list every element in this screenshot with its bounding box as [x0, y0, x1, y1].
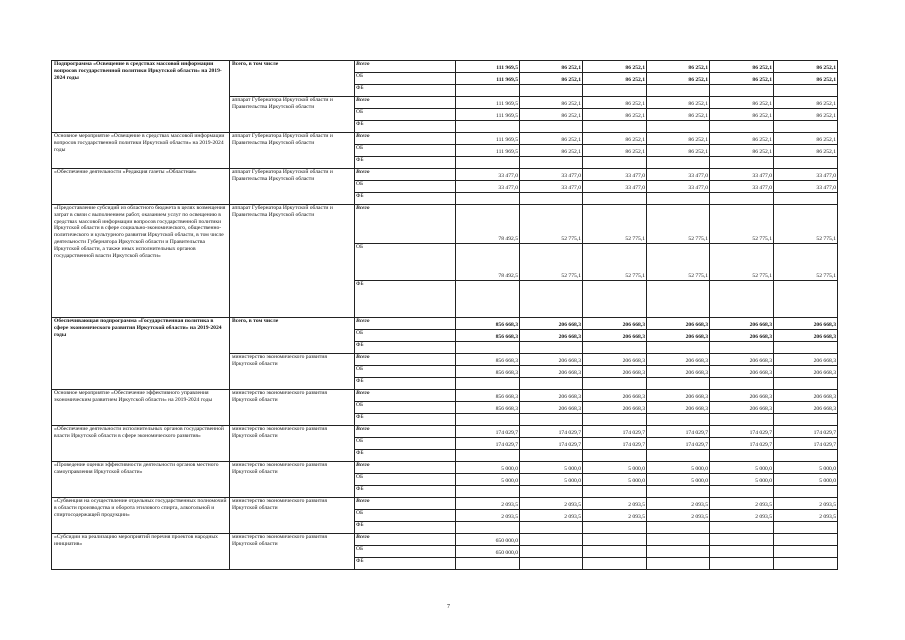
funding-source-cell: ОБ	[355, 109, 456, 121]
amount-cell: 206 668,3	[647, 366, 710, 378]
funding-source-cell: Всего	[355, 498, 456, 510]
amount-cell	[583, 450, 647, 462]
amount-cell: 86 252,1	[710, 109, 774, 121]
amount-cell	[520, 486, 583, 498]
amount-cell: 86 252,1	[520, 97, 583, 109]
amount-cell	[520, 558, 583, 570]
amount-cell: 206 668,3	[583, 390, 647, 402]
amount-cell: 206 668,3	[583, 318, 647, 330]
amount-cell	[583, 558, 647, 570]
amount-cell: 86 252,1	[583, 73, 647, 85]
amount-cell: 206 668,3	[520, 366, 583, 378]
amount-cell	[774, 85, 838, 97]
funding-source-cell: Всего	[355, 97, 456, 109]
amount-cell: 33 477,0	[774, 169, 838, 181]
amount-cell: 86 252,1	[647, 73, 710, 85]
amount-cell: 174 029,7	[520, 438, 583, 450]
amount-cell: 86 252,1	[583, 61, 647, 73]
amount-cell: 111 969,5	[456, 145, 520, 157]
amount-cell	[647, 85, 710, 97]
amount-cell	[520, 414, 583, 426]
amount-cell	[520, 193, 583, 205]
amount-cell: 86 252,1	[647, 109, 710, 121]
amount-cell	[456, 121, 520, 133]
amount-cell: 206 668,3	[774, 366, 838, 378]
amount-cell	[456, 522, 520, 534]
amount-cell: 86 252,1	[520, 61, 583, 73]
amount-cell: 856 668,3	[456, 366, 520, 378]
amount-cell: 856 668,3	[456, 318, 520, 330]
amount-cell: 86 252,1	[774, 61, 838, 73]
table-row	[52, 534, 838, 546]
amount-cell: 2 093,5	[456, 498, 520, 510]
executor-cell: министерство экономического развития Иркутской области	[230, 534, 355, 570]
amount-cell	[774, 558, 838, 570]
funding-source-cell: ФБ	[355, 414, 456, 426]
amount-cell: 52 775,1	[647, 205, 710, 244]
amount-cell: 5 000,0	[774, 462, 838, 474]
amount-cell	[456, 378, 520, 390]
amount-cell	[710, 546, 774, 558]
amount-cell: 856 668,3	[456, 330, 520, 342]
amount-cell: 2 093,5	[583, 510, 647, 522]
amount-cell: 33 477,0	[774, 181, 838, 193]
amount-cell: 856 668,3	[456, 390, 520, 402]
amount-cell	[456, 281, 520, 318]
funding-source-cell: ФБ	[355, 342, 456, 354]
amount-cell: 86 252,1	[774, 145, 838, 157]
funding-source-cell: ОБ	[355, 546, 456, 558]
funding-source-cell: ФБ	[355, 121, 456, 133]
amount-cell: 86 252,1	[647, 145, 710, 157]
amount-cell: 206 668,3	[647, 390, 710, 402]
amount-cell	[456, 558, 520, 570]
amount-cell	[647, 157, 710, 169]
amount-cell	[774, 534, 838, 546]
activity-name-cell: Обеспечивающая подпрограмма «Государственная политика в сфере экономического развития Иркутской области» на 2019-2024 годы	[52, 318, 230, 390]
amount-cell: 5 000,0	[647, 474, 710, 486]
amount-cell: 52 775,1	[583, 205, 647, 244]
amount-cell: 52 775,1	[774, 244, 838, 281]
activity-name-cell: Основное мероприятие «Обеспечение эффективного управления экономическим развитием Иркутской области» на 2019-2024 годы	[52, 390, 230, 426]
amount-cell: 33 477,0	[583, 181, 647, 193]
table-row	[52, 426, 838, 438]
amount-cell	[774, 281, 838, 318]
amount-cell	[647, 558, 710, 570]
amount-cell: 33 477,0	[647, 169, 710, 181]
amount-cell: 206 668,3	[583, 402, 647, 414]
amount-cell	[710, 342, 774, 354]
amount-cell	[583, 121, 647, 133]
amount-cell	[710, 85, 774, 97]
executor-cell: Всего, в том числе	[230, 318, 355, 354]
amount-cell	[710, 121, 774, 133]
amount-cell	[774, 414, 838, 426]
amount-cell: 2 093,5	[583, 498, 647, 510]
amount-cell: 206 668,3	[647, 330, 710, 342]
amount-cell: 2 093,5	[710, 510, 774, 522]
amount-cell: 78 492,5	[456, 244, 520, 281]
amount-cell: 111 969,5	[456, 109, 520, 121]
amount-cell	[583, 157, 647, 169]
activity-name-cell: «Проведение оценки эффективности деятельности органов местного самоуправления Иркутской области»	[52, 462, 230, 498]
amount-cell	[710, 558, 774, 570]
amount-cell: 86 252,1	[520, 145, 583, 157]
amount-cell	[520, 378, 583, 390]
amount-cell: 52 775,1	[520, 244, 583, 281]
amount-cell: 174 029,7	[456, 438, 520, 450]
amount-cell: 52 775,1	[520, 205, 583, 244]
funding-source-cell: ФБ	[355, 157, 456, 169]
amount-cell: 5 000,0	[456, 474, 520, 486]
table-row	[52, 61, 838, 73]
funding-source-cell: ОБ	[355, 402, 456, 414]
amount-cell	[710, 281, 774, 318]
amount-cell: 206 668,3	[774, 402, 838, 414]
amount-cell	[583, 193, 647, 205]
amount-cell: 86 252,1	[583, 97, 647, 109]
amount-cell: 2 093,5	[520, 498, 583, 510]
funding-source-cell: ФБ	[355, 281, 456, 318]
amount-cell	[774, 486, 838, 498]
amount-cell: 650 000,0	[456, 546, 520, 558]
amount-cell	[647, 450, 710, 462]
amount-cell: 86 252,1	[583, 133, 647, 145]
amount-cell: 206 668,3	[774, 354, 838, 366]
amount-cell: 174 029,7	[647, 426, 710, 438]
amount-cell: 2 093,5	[456, 510, 520, 522]
amount-cell	[710, 522, 774, 534]
amount-cell	[520, 157, 583, 169]
amount-cell	[774, 157, 838, 169]
amount-cell	[456, 486, 520, 498]
executor-cell: аппарат Губернатора Иркутской области и Правительства Иркутской области	[230, 205, 355, 318]
amount-cell	[647, 534, 710, 546]
amount-cell: 5 000,0	[647, 462, 710, 474]
amount-cell: 206 668,3	[774, 330, 838, 342]
funding-source-cell: ОБ	[355, 244, 456, 281]
amount-cell: 206 668,3	[774, 390, 838, 402]
amount-cell: 206 668,3	[520, 402, 583, 414]
funding-source-cell: ФБ	[355, 450, 456, 462]
amount-cell: 52 775,1	[710, 205, 774, 244]
amount-cell	[456, 450, 520, 462]
amount-cell: 33 477,0	[456, 169, 520, 181]
executor-cell: министерство экономического развития Иркутской области	[230, 498, 355, 534]
amount-cell	[583, 486, 647, 498]
amount-cell	[710, 378, 774, 390]
amount-cell: 86 252,1	[583, 145, 647, 157]
funding-source-cell: Всего	[355, 462, 456, 474]
amount-cell: 5 000,0	[774, 474, 838, 486]
activity-name-cell: «Обеспечение деятельности «Редакция газеты «Областная»	[52, 169, 230, 205]
amount-cell: 5 000,0	[710, 462, 774, 474]
amount-cell: 78 492,5	[456, 205, 520, 244]
amount-cell	[647, 522, 710, 534]
funding-source-cell: ОБ	[355, 510, 456, 522]
table-row	[52, 205, 838, 244]
amount-cell: 111 969,5	[456, 97, 520, 109]
amount-cell	[456, 157, 520, 169]
amount-cell: 2 093,5	[774, 510, 838, 522]
amount-cell: 206 668,3	[774, 318, 838, 330]
amount-cell: 206 668,3	[520, 330, 583, 342]
amount-cell: 2 093,5	[774, 498, 838, 510]
amount-cell: 86 252,1	[774, 133, 838, 145]
amount-cell: 86 252,1	[710, 133, 774, 145]
amount-cell	[774, 522, 838, 534]
budget-table	[51, 60, 838, 570]
executor-cell: министерство экономического развития Иркутской области	[230, 354, 355, 390]
amount-cell	[710, 157, 774, 169]
amount-cell: 174 029,7	[583, 426, 647, 438]
amount-cell: 206 668,3	[710, 330, 774, 342]
amount-cell: 86 252,1	[647, 97, 710, 109]
amount-cell	[583, 85, 647, 97]
funding-source-cell: ФБ	[355, 522, 456, 534]
table-body	[52, 61, 838, 570]
amount-cell	[456, 193, 520, 205]
amount-cell: 33 477,0	[710, 181, 774, 193]
amount-cell	[647, 378, 710, 390]
activity-name-cell: «Предоставление субсидий из областного бюджета в целях возмещения затрат в связи с выполнением работ, оказанием услуг по освещению в средствах массовой информации вопросов государственной политики Иркутской области в сфере социально-экономического, общественно-политического и культурного развития Иркутской области, в том числе деятельности Губернатора Иркутской области и Правительства Иркутской области, а также иных исполнительных органов государственной власти Иркутской области»	[52, 205, 230, 318]
amount-cell	[774, 546, 838, 558]
amount-cell	[583, 378, 647, 390]
funding-source-cell: Всего	[355, 133, 456, 145]
amount-cell	[647, 342, 710, 354]
amount-cell: 86 252,1	[583, 109, 647, 121]
amount-cell: 5 000,0	[583, 474, 647, 486]
funding-source-cell: ОБ	[355, 330, 456, 342]
executor-cell: аппарат Губернатора Иркутской области и Правительства Иркутской области	[230, 169, 355, 205]
amount-cell	[710, 450, 774, 462]
amount-cell: 33 477,0	[647, 181, 710, 193]
amount-cell: 33 477,0	[520, 181, 583, 193]
funding-source-cell: ОБ	[355, 474, 456, 486]
amount-cell: 111 969,5	[456, 133, 520, 145]
table-row	[52, 169, 838, 181]
page-number: 7	[447, 604, 450, 610]
amount-cell	[520, 450, 583, 462]
amount-cell	[774, 378, 838, 390]
amount-cell	[520, 522, 583, 534]
amount-cell: 650 000,0	[456, 534, 520, 546]
amount-cell: 2 093,5	[520, 510, 583, 522]
amount-cell: 86 252,1	[774, 109, 838, 121]
amount-cell: 86 252,1	[710, 97, 774, 109]
amount-cell: 174 029,7	[647, 438, 710, 450]
funding-source-cell: ФБ	[355, 558, 456, 570]
executor-cell: министерство экономического развития Иркутской области	[230, 390, 355, 426]
amount-cell: 86 252,1	[520, 73, 583, 85]
amount-cell: 86 252,1	[710, 61, 774, 73]
amount-cell	[520, 281, 583, 318]
amount-cell	[583, 414, 647, 426]
amount-cell: 174 029,7	[710, 426, 774, 438]
amount-cell: 86 252,1	[774, 97, 838, 109]
amount-cell: 206 668,3	[647, 354, 710, 366]
funding-source-cell: Всего	[355, 318, 456, 330]
amount-cell: 33 477,0	[520, 169, 583, 181]
amount-cell: 206 668,3	[520, 390, 583, 402]
funding-source-cell: ФБ	[355, 486, 456, 498]
funding-source-cell: Всего	[355, 426, 456, 438]
amount-cell: 5 000,0	[710, 474, 774, 486]
amount-cell: 206 668,3	[583, 354, 647, 366]
amount-cell: 174 029,7	[520, 426, 583, 438]
amount-cell: 52 775,1	[647, 244, 710, 281]
executor-cell: министерство экономического развития Иркутской области	[230, 426, 355, 462]
amount-cell: 52 775,1	[774, 205, 838, 244]
activity-name-cell: «Субвенция на осуществление отдельных государственных полномочий в области производства и оборота этилового спирта, алкогольной и спиртосодержащей продукции»	[52, 498, 230, 534]
amount-cell: 5 000,0	[456, 462, 520, 474]
table-row	[52, 318, 838, 330]
amount-cell	[583, 534, 647, 546]
amount-cell: 86 252,1	[647, 61, 710, 73]
funding-source-cell: ФБ	[355, 85, 456, 97]
amount-cell	[583, 342, 647, 354]
amount-cell	[710, 534, 774, 546]
amount-cell: 174 029,7	[710, 438, 774, 450]
amount-cell: 86 252,1	[774, 73, 838, 85]
amount-cell: 206 668,3	[583, 330, 647, 342]
amount-cell: 206 668,3	[520, 318, 583, 330]
amount-cell	[647, 193, 710, 205]
amount-cell	[647, 414, 710, 426]
amount-cell: 174 029,7	[583, 438, 647, 450]
amount-cell: 52 775,1	[583, 244, 647, 281]
amount-cell	[520, 121, 583, 133]
amount-cell	[710, 193, 774, 205]
amount-cell: 52 775,1	[710, 244, 774, 281]
executor-cell: Всего, в том числе	[230, 61, 355, 97]
funding-source-cell: ОБ	[355, 181, 456, 193]
amount-cell: 111 969,5	[456, 73, 520, 85]
funding-source-cell: ОБ	[355, 366, 456, 378]
funding-source-cell: Всего	[355, 61, 456, 73]
amount-cell: 206 668,3	[647, 402, 710, 414]
funding-source-cell: Всего	[355, 169, 456, 181]
amount-cell: 86 252,1	[520, 133, 583, 145]
amount-cell: 2 093,5	[647, 498, 710, 510]
amount-cell: 174 029,7	[774, 426, 838, 438]
table-row	[52, 462, 838, 474]
amount-cell	[774, 121, 838, 133]
amount-cell	[520, 534, 583, 546]
activity-name-cell: «Субсидии на реализацию мероприятий перечня проектов народных инициатив»	[52, 534, 230, 570]
amount-cell: 33 477,0	[583, 169, 647, 181]
amount-cell: 5 000,0	[583, 462, 647, 474]
amount-cell	[647, 121, 710, 133]
executor-cell: аппарат Губернатора Иркутской области и Правительства Иркутской области	[230, 133, 355, 169]
amount-cell: 174 029,7	[456, 426, 520, 438]
amount-cell: 86 252,1	[710, 145, 774, 157]
amount-cell	[520, 546, 583, 558]
amount-cell: 33 477,0	[456, 181, 520, 193]
amount-cell	[583, 546, 647, 558]
amount-cell: 206 668,3	[710, 390, 774, 402]
funding-source-cell: Всего	[355, 390, 456, 402]
amount-cell: 174 029,7	[774, 438, 838, 450]
amount-cell	[774, 342, 838, 354]
activity-name-cell: Основное мероприятие «Освещение в средствах массовой информации вопросов государственной политики Иркутской области» на 2019-2024 годы	[52, 133, 230, 169]
table-row	[52, 390, 838, 402]
amount-cell: 856 668,3	[456, 354, 520, 366]
funding-source-cell: Всего	[355, 534, 456, 546]
amount-cell: 206 668,3	[520, 354, 583, 366]
funding-source-cell: ОБ	[355, 145, 456, 157]
amount-cell: 856 668,3	[456, 402, 520, 414]
amount-cell: 206 668,3	[710, 318, 774, 330]
table-row	[52, 498, 838, 510]
amount-cell	[647, 486, 710, 498]
executor-cell: аппарат Губернатора Иркутской области и Правительства Иркутской области	[230, 97, 355, 133]
amount-cell	[710, 486, 774, 498]
activity-name-cell: Подпрограмма «Освещение в средствах массовой информации вопросов государственной политики Иркутской области» на 2019-2024 годы	[52, 61, 230, 133]
activity-name-cell: «Обеспечение деятельности исполнительных органов государственной власти Иркутской области в сфере экономического развития»	[52, 426, 230, 462]
amount-cell: 2 093,5	[647, 510, 710, 522]
amount-cell: 206 668,3	[710, 402, 774, 414]
amount-cell	[583, 522, 647, 534]
amount-cell: 206 668,3	[583, 366, 647, 378]
amount-cell: 5 000,0	[520, 474, 583, 486]
funding-source-cell: ФБ	[355, 378, 456, 390]
funding-source-cell: ФБ	[355, 193, 456, 205]
amount-cell	[456, 85, 520, 97]
amount-cell	[774, 193, 838, 205]
amount-cell: 206 668,3	[710, 354, 774, 366]
funding-source-cell: Всего	[355, 354, 456, 366]
amount-cell: 111 969,5	[456, 61, 520, 73]
amount-cell: 86 252,1	[647, 133, 710, 145]
amount-cell	[520, 342, 583, 354]
amount-cell	[647, 546, 710, 558]
amount-cell	[710, 414, 774, 426]
amount-cell	[774, 450, 838, 462]
amount-cell	[520, 85, 583, 97]
amount-cell	[456, 414, 520, 426]
amount-cell: 5 000,0	[520, 462, 583, 474]
funding-source-cell: ОБ	[355, 438, 456, 450]
amount-cell: 33 477,0	[710, 169, 774, 181]
amount-cell: 206 668,3	[710, 366, 774, 378]
amount-cell	[647, 281, 710, 318]
amount-cell: 2 093,5	[710, 498, 774, 510]
amount-cell	[456, 342, 520, 354]
executor-cell: министерство экономического развития Иркутской области	[230, 462, 355, 498]
funding-source-cell: Всего	[355, 205, 456, 244]
funding-source-cell: ОБ	[355, 73, 456, 85]
amount-cell: 86 252,1	[520, 109, 583, 121]
amount-cell	[583, 281, 647, 318]
amount-cell: 206 668,3	[647, 318, 710, 330]
table-row	[52, 133, 838, 145]
amount-cell: 86 252,1	[710, 73, 774, 85]
